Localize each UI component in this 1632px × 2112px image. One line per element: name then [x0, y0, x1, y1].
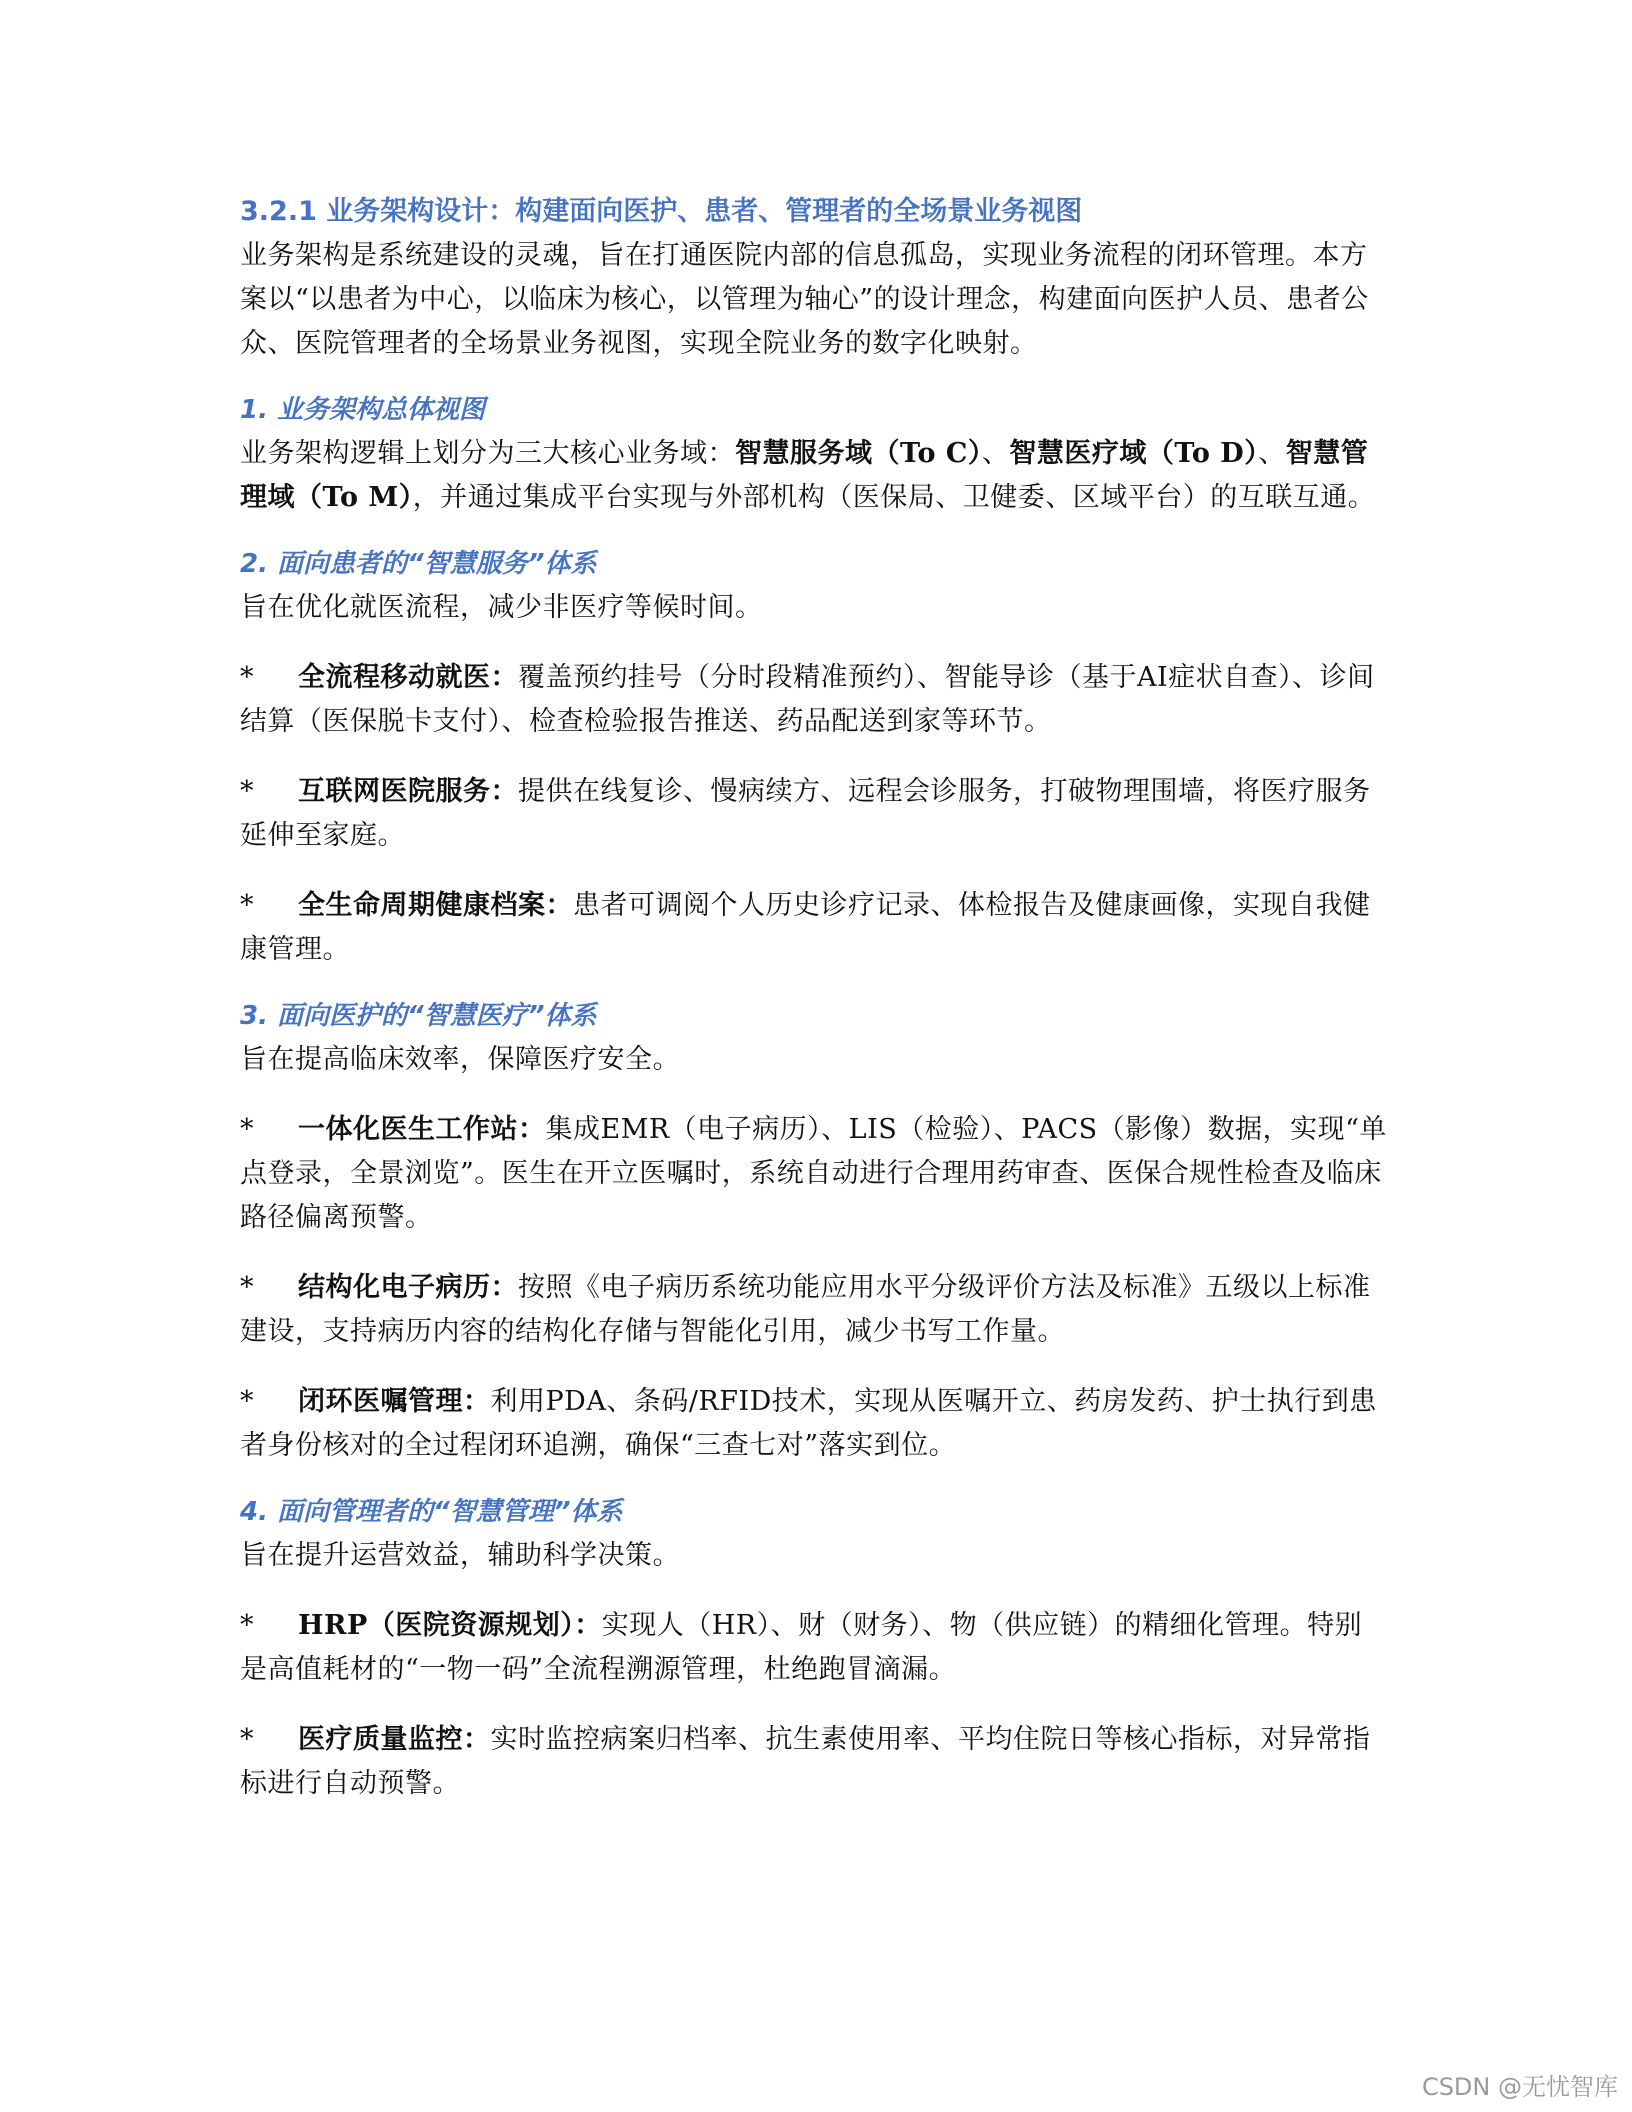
bullet-marker: * — [240, 776, 254, 807]
item-label: 一体化医生工作站： — [298, 1114, 546, 1145]
watermark: CSDN @无忧智库 — [1421, 2073, 1618, 2101]
bullet-marker: * — [240, 1272, 254, 1303]
list-item — [240, 1266, 1388, 1354]
intro-paragraph: 业务架构是系统建设的灵魂，旨在打通医院内部的信息孤岛，实现业务流程的闭环管理。本方案以“以患者为中心，以临床为核心，以管理为轴心”的设计理念，构建面向医护人员、患者公众、医院管理者的全场景业务视图，实现全院业务的数字化映射。 — [240, 240, 1369, 359]
bullet-marker: * — [240, 890, 254, 921]
section-heading: 3.2.1 业务架构设计：构建面向医护、患者、管理者的全场景业务视图 — [240, 196, 1083, 227]
item-label: 结构化电子病历： — [298, 1272, 518, 1303]
item-text: 集成EMR（电子病历）、LIS（检验）、PACS（影像）数据，实现“单点登录，全景浏览”。医生在开立医嘱时，系统自动进行合理用药审查、医保合规性检查及临床路径偏离预警。 — [240, 1114, 1387, 1233]
domain-service: 智慧服务域（To C） — [735, 438, 982, 469]
subsection-intro-2: 旨在优化就医流程，减少非医疗等候时间。 — [240, 592, 763, 623]
item-label: 闭环医嘱管理： — [298, 1386, 491, 1417]
item-text: 按照《电子病历系统功能应用水平分级评价方法及标准》五级以上标准建设，支持病历内容的结构化存储与智能化引用，减少书写工作量。 — [240, 1272, 1371, 1347]
list-item — [240, 1108, 1388, 1240]
item-label: HRP（医院资源规划）： — [298, 1610, 602, 1641]
bullet-marker: * — [240, 662, 254, 693]
item-text: 利用PDA、条码/RFID技术，实现从医嘱开立、药房发药、护士执行到患者身份核对的全过程闭环追溯，确保“三查七对”落实到位。 — [240, 1386, 1377, 1461]
overview-paragraph — [240, 432, 1388, 520]
item-label: 全流程移动就医： — [298, 662, 518, 693]
overview-text-b: ，并通过集成平台实现与外部机构（医保局、卫健委、区域平台）的互联互通。 — [412, 482, 1376, 513]
domain-management: 智慧管理域（To M） — [240, 438, 1369, 513]
item-text: 实时监控病案归档率、抗生素使用率、平均住院日等核心指标，对异常指标进行自动预警。 — [240, 1724, 1371, 1799]
list-item — [240, 770, 1388, 858]
item-label: 医疗质量监控： — [298, 1724, 491, 1755]
overview-text-a: 业务架构逻辑上划分为三大核心业务域： — [240, 438, 735, 469]
subsection-title-4: 4. 面向管理者的“智慧管理”体系 — [240, 1497, 623, 1527]
overview-sep-2: 、 — [1258, 438, 1286, 469]
subsection-title-1: 1. 业务架构总体视图 — [240, 395, 486, 425]
list-item — [240, 884, 1388, 972]
list-item — [240, 1604, 1388, 1692]
item-text: 实现人（HR）、财（财务）、物（供应链）的精细化管理。特别是高值耗材的“一物一码”全流程溯源管理，杜绝跑冒滴漏。 — [240, 1610, 1363, 1685]
subsection-intro-3: 旨在提高临床效率，保障医疗安全。 — [240, 1044, 680, 1075]
list-item — [240, 1380, 1388, 1468]
document-body — [240, 190, 1388, 1806]
item-label: 全生命周期健康档案： — [298, 890, 573, 921]
bullet-marker: * — [240, 1114, 254, 1145]
item-label: 互联网医院服务： — [298, 776, 518, 807]
subsection-intro-4: 旨在提升运营效益，辅助科学决策。 — [240, 1540, 680, 1571]
bullet-marker: * — [240, 1724, 254, 1755]
list-item — [240, 1718, 1388, 1806]
list-item — [240, 656, 1388, 744]
domain-medical: 智慧医疗域（To D） — [1009, 438, 1259, 469]
bullet-marker: * — [240, 1386, 254, 1417]
bullet-marker: * — [240, 1610, 254, 1641]
subsection-title-3: 3. 面向医护的“智慧医疗”体系 — [240, 1001, 597, 1031]
subsection-title-2: 2. 面向患者的“智慧服务”体系 — [240, 549, 597, 579]
item-text: 覆盖预约挂号（分时段精准预约）、智能导诊（基于AI症状自查）、诊间结算（医保脱卡支付）、检查检验报告推送、药品配送到家等环节。 — [240, 662, 1375, 737]
item-text: 患者可调阅个人历史诊疗记录、体检报告及健康画像，实现自我健康管理。 — [240, 890, 1371, 965]
overview-sep-1: 、 — [981, 438, 1010, 469]
item-text: 提供在线复诊、慢病续方、远程会诊服务，打破物理围墙，将医疗服务延伸至家庭。 — [240, 776, 1371, 851]
